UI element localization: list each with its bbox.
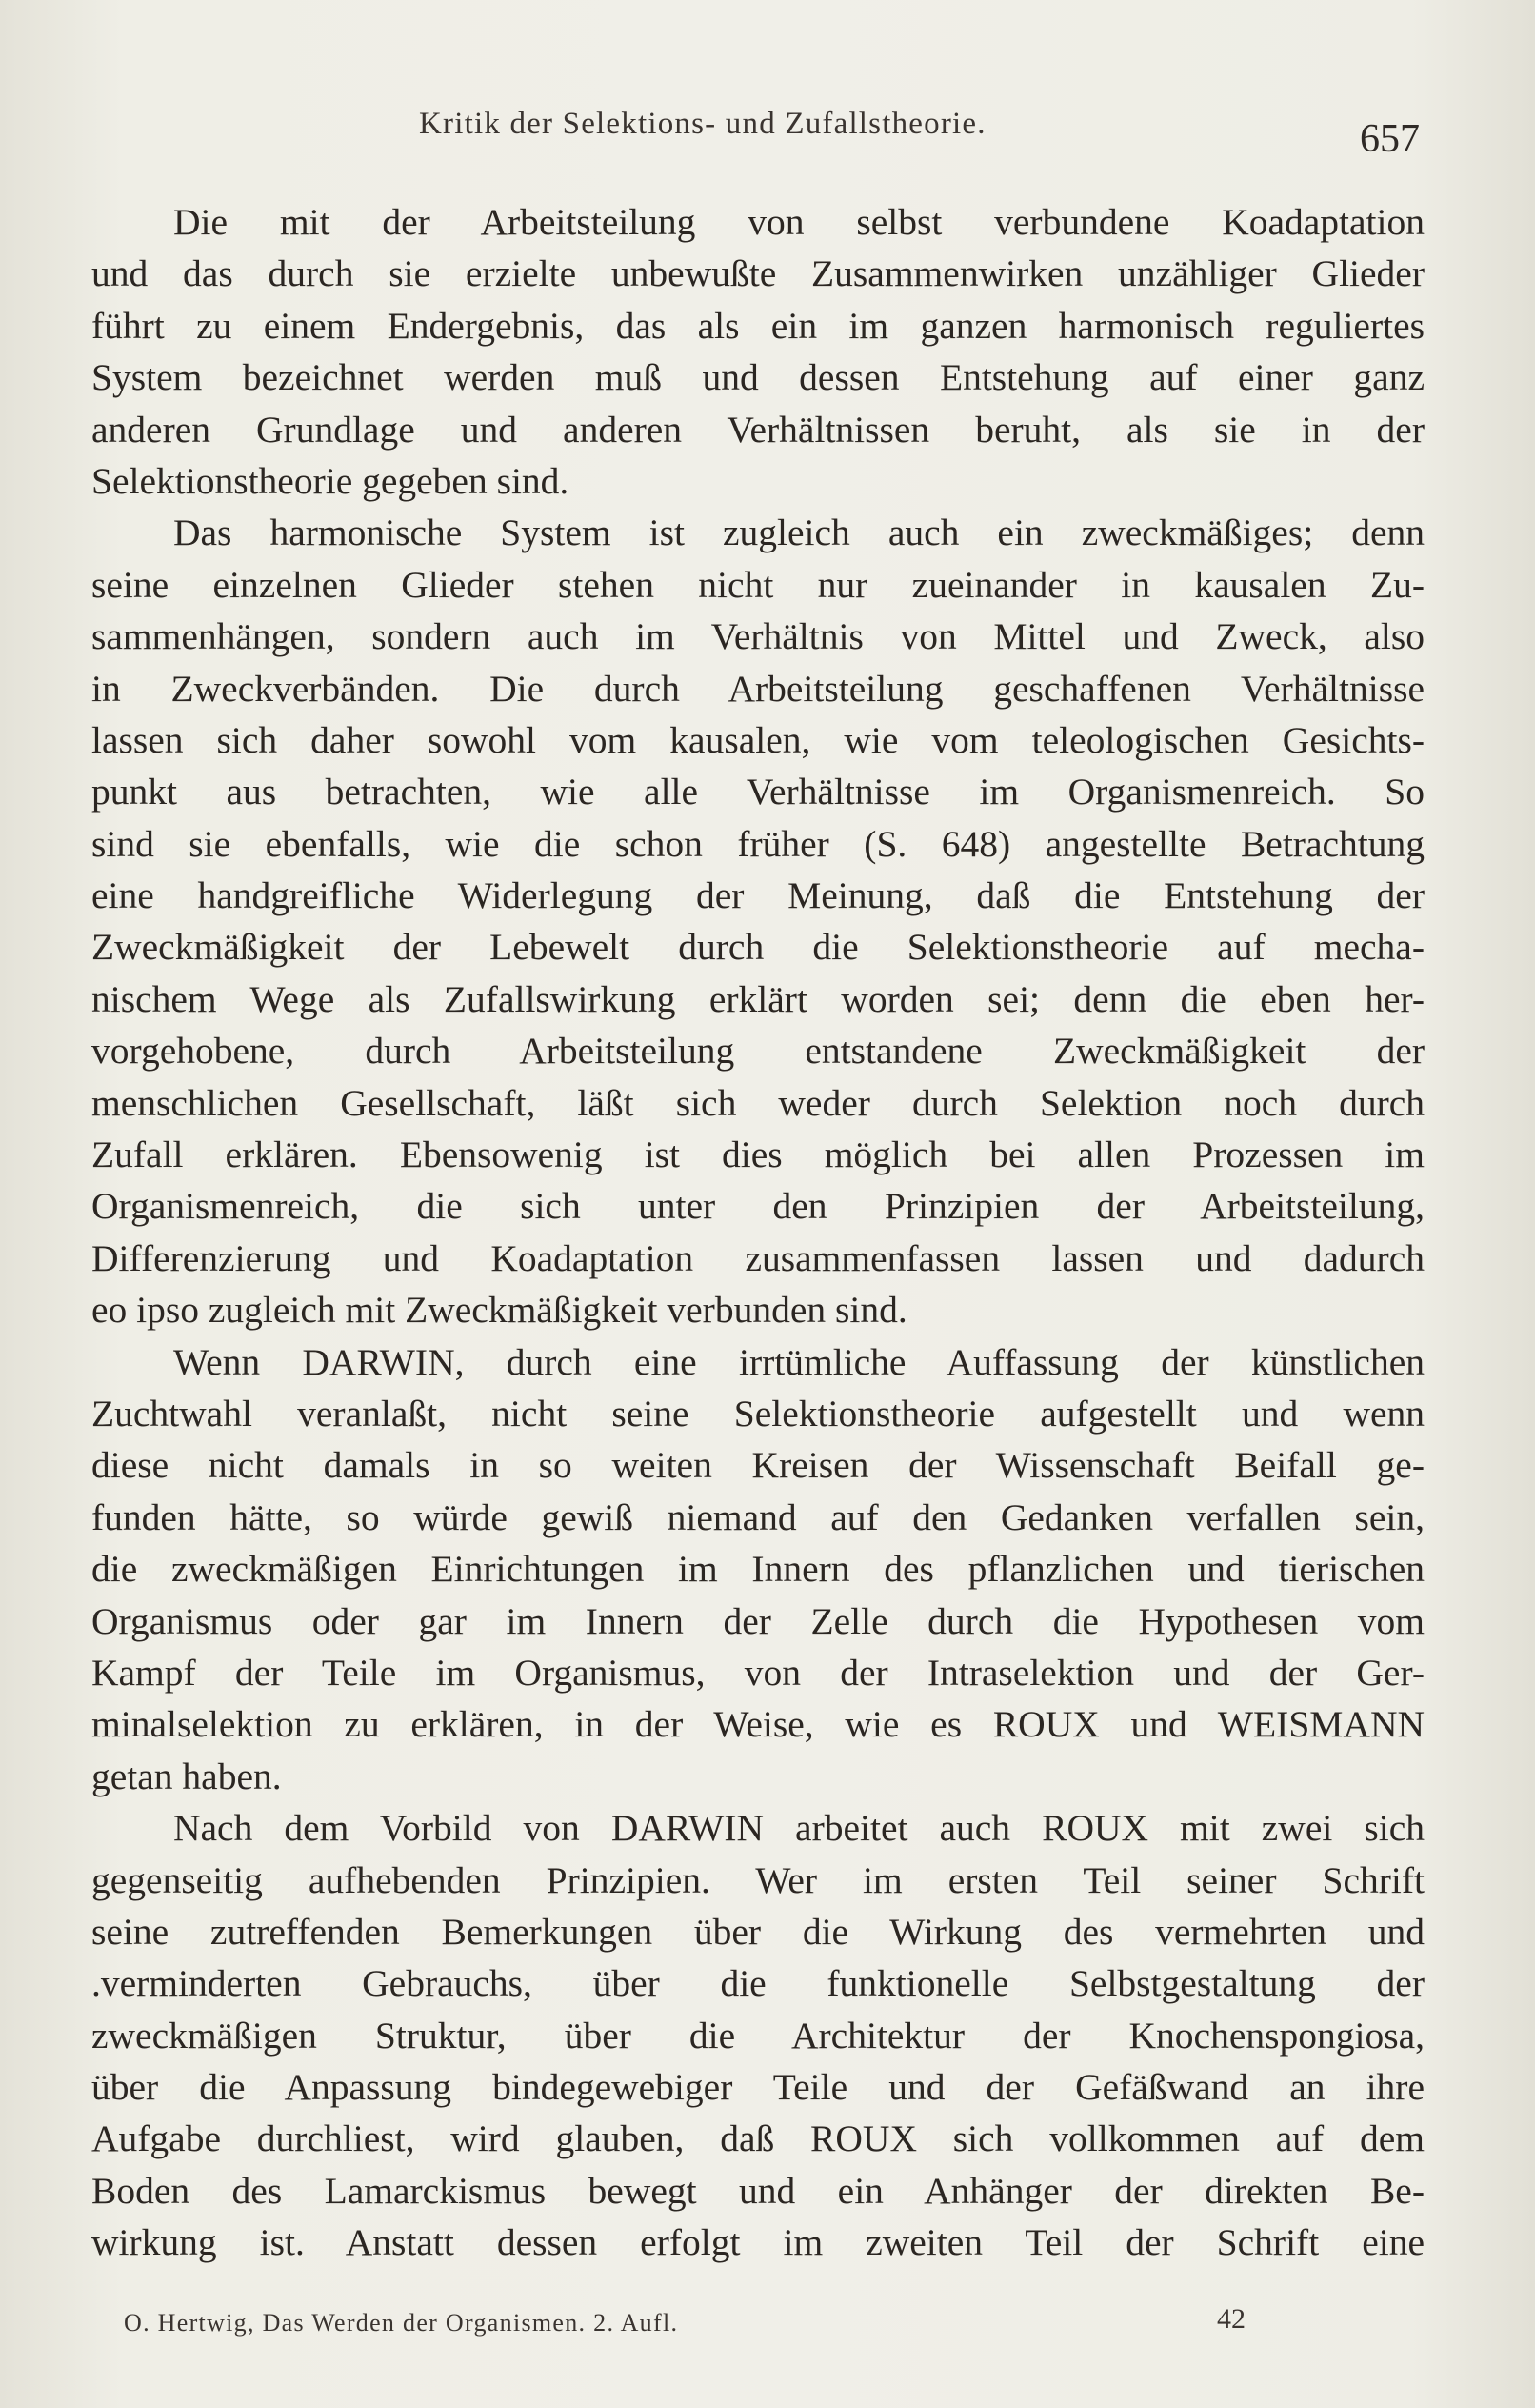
text-line: zweckmäßigen Struktur, über die Architektur der Knochenspongiosa, xyxy=(91,2014,1425,2057)
text-line: gegenseitig aufhebenden Prinzipien. Wer im ersten Teil seiner Schrift xyxy=(91,1858,1425,1901)
text-line: in Zweckverbänden. Die durch Arbeitsteilung geschaffenen Verhältnisse xyxy=(91,667,1425,710)
text-line: Wenn DARWIN, durch eine irrtümliche Auffassung der künstlichen xyxy=(173,1340,1425,1383)
text-line: Kampf der Teile im Organismus, von der Intraselektion und der Ger- xyxy=(91,1651,1425,1694)
running-head: Kritik der Selektions- und Zufallstheorie. xyxy=(419,107,987,141)
text-line: Differenzierung und Koadaptation zusammenfassen lassen und dadurch xyxy=(91,1236,1425,1279)
text-line: und das durch sie erzielte unbewußte Zusammenwirken unzähliger Glieder xyxy=(91,252,1425,295)
text-line: anderen Grundlage und anderen Verhältnissen beruht, als sie in der xyxy=(91,408,1425,451)
text-line: seine einzelnen Glieder stehen nicht nur zueinander in kausalen Zu- xyxy=(91,563,1425,606)
text-line: sammenhängen, sondern auch im Verhältnis von Mittel und Zweck, also xyxy=(91,615,1425,658)
body-text xyxy=(91,196,1425,2269)
text-line: funden hätte, so würde gewiß niemand auf den Gedanken verfallen sein, xyxy=(91,1495,1425,1538)
text-line: Nach dem Vorbild von DARWIN arbeitet auch ROUX mit zwei sich xyxy=(173,1807,1425,1850)
paragraph-4 xyxy=(91,1802,1425,2269)
text-line: System bezeichnet werden muß und dessen Entstehung auf einer ganz xyxy=(91,356,1425,399)
text-line: Selektionstheorie gegeben sind. xyxy=(91,459,569,502)
text-line: Organismenreich, die sich unter den Prinzipien der Arbeitsteilung, xyxy=(91,1185,1425,1228)
text-line: sind sie ebenfalls, wie die schon früher (S. 648) angestellte Betrachtung xyxy=(91,822,1425,865)
text-line: führt zu einem Endergebnis, das als ein im ganzen harmonisch reguliertes xyxy=(91,304,1425,347)
text-line: Das harmonische System ist zugleich auch ein zweckmäßiges; denn xyxy=(173,512,1425,554)
text-line: diese nicht damals in so weiten Kreisen der Wissenschaft Beifall ge- xyxy=(91,1444,1425,1487)
text-line: die zweckmäßigen Einrichtungen im Innern des pflanzlichen und tierischen xyxy=(91,1548,1425,1591)
text-line: getan haben. xyxy=(91,1755,282,1797)
text-line: nischem Wege als Zufallswirkung erklärt worden sei; denn die eben her- xyxy=(91,977,1425,1020)
signature-mark: 42 xyxy=(1217,2303,1246,2335)
text-line: Zufall erklären. Ebensowenig ist dies möglich bei allen Prozessen im xyxy=(91,1134,1425,1176)
text-line: Boden des Lamarckismus bewegt und ein Anhänger der direkten Be- xyxy=(91,2169,1425,2212)
text-line: menschlichen Gesellschaft, läßt sich weder durch Selektion noch durch xyxy=(91,1081,1425,1124)
footer-imprint: O. Hertwig, Das Werden der Organismen. 2. Aufl. xyxy=(124,2309,679,2337)
text-line: Aufgabe durchliest, wird glauben, daß ROUX sich vollkommen auf dem xyxy=(91,2117,1425,2160)
text-line: Zuchtwahl veranlaßt, nicht seine Selektionstheorie aufgestellt und wenn xyxy=(91,1392,1425,1435)
text-line: eine handgreifliche Widerlegung der Meinung, daß die Entstehung der xyxy=(91,874,1425,917)
text-line: Die mit der Arbeitsteilung von selbst verbundene Koadaptation xyxy=(173,201,1425,243)
paragraph-1 xyxy=(91,196,1425,507)
page-number: 657 xyxy=(1360,117,1420,161)
text-line: vorgehobene, durch Arbeitsteilung entstandene Zweckmäßigkeit der xyxy=(91,1030,1425,1073)
text-line: .verminderten Gebrauchs, über die funktionelle Selbstgestaltung der xyxy=(91,1962,1425,2005)
text-line: eo ipso zugleich mit Zweckmäßigkeit verbunden sind. xyxy=(91,1289,907,1332)
text-line: punkt aus betrachten, wie alle Verhältnisse im Organismenreich. So xyxy=(91,771,1425,813)
text-line: lassen sich daher sowohl vom kausalen, wie vom teleologischen Gesichts- xyxy=(91,718,1425,761)
text-line: seine zutreffenden Bemerkungen über die Wirkung des vermehrten und xyxy=(91,1910,1425,1953)
text-line: Organismus oder gar im Innern der Zelle durch die Hypothesen vom xyxy=(91,1599,1425,1642)
text-line: wirkung ist. Anstatt dessen erfolgt im zweiten Teil der Schrift eine xyxy=(91,2221,1425,2264)
text-line: über die Anpassung bindegewebiger Teile und der Gefäßwand an ihre xyxy=(91,2066,1425,2109)
paragraph-3 xyxy=(91,1336,1425,1803)
paragraph-2 xyxy=(91,507,1425,1335)
text-line: Zweckmäßigkeit der Lebewelt durch die Selektionstheorie auf mecha- xyxy=(91,926,1425,969)
text-line: minalselektion zu erklären, in der Weise, wie es ROUX und WEISMANN xyxy=(91,1703,1425,1746)
